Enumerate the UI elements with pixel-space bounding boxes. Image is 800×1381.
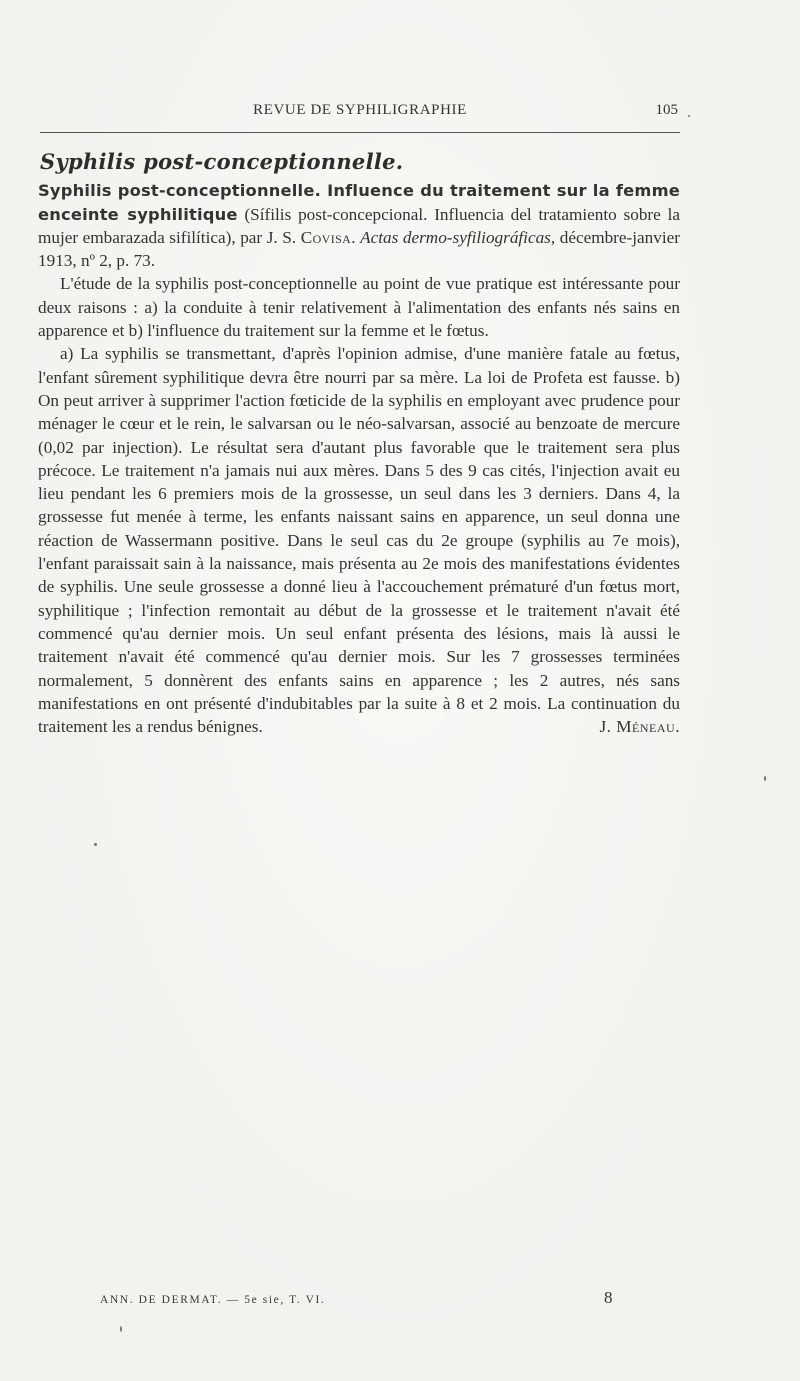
paper-speck	[764, 776, 766, 781]
page-number: 105	[655, 102, 678, 118]
paper-speck	[688, 115, 690, 117]
section-title: Syphilis post-conceptionnelle.	[40, 149, 404, 174]
citation-author: Covisa	[300, 227, 352, 247]
citation-spanish: (Sífilis post-concepcional. Influencia del tratamiento sobre la mujer embarazada sifilítica), par J. S.	[38, 204, 680, 247]
article-headline: Syphilis post-conceptionnelle. Influence du traitement sur la femme enceinte syphilitique	[38, 181, 680, 224]
paper-speck	[120, 1326, 122, 1332]
header-rule	[40, 132, 680, 133]
citation-end: , décembre-janvier 1913, nº 2, p. 73.	[38, 227, 680, 271]
running-title: REVUE DE SYPHILIGRAPHIE	[253, 102, 467, 118]
citation-paragraph	[38, 179, 680, 272]
paper-speck	[94, 843, 97, 846]
footer-journal-reference: ANN. DE DERMAT. — 5e sie, T. VI.	[100, 1294, 326, 1306]
article-body	[38, 150, 680, 738]
citation-journal: Actas dermo-syfiliográficas	[360, 227, 551, 247]
running-head	[40, 98, 680, 122]
article-signature: J. Méneau.	[599, 717, 680, 737]
body-paragraph-2	[38, 342, 680, 738]
body-paragraph-2-text: a) La syphilis se transmettant, d'après l'opinion admise, d'une manière fatale au fœtus, l'enfant sûrement syphilitique devra être nourri par sa mère. La loi de Profeta est fausse. b) On peut arriver à supprimer l'action fœticide de la syphilis en employant avec prudence pour ménager le cœur et le rein, le salvarsan ou le néo-salvarsan, associé au benzoate de mercure (0,02 par injection). Le résultat sera d'autant plus favorable que le traitement sera plus précoce. Le traitement n'a jamais nui aux mères. Dans 5 des 9 cas cités, l'injection avait eu lieu pendant les 6 premiers mois de la grossesse, un seul dans les 3 derniers. Dans 4, la grossesse fut menée à terme, les enfants naissant sains en apparence, un seul donna une réaction de Wassermann positive. Dans le seul cas du 2e groupe (syphilis au 7e mois), l'enfant paraissait sain à la naissance, mais présenta au 2e mois des manifestations évidentes de syphilis. Une seule grossesse a donné lieu à l'accouchement prématuré d'un fœtus mort, syphilitique ; l'infection remontait au début de la grossesse et le traitement n'avait été commencé qu'au dernier mois. Un seul enfant présenta des lésions, mais là aussi le traitement n'avait été commencé qu'au dernier mois. Sur les 7 grossesses terminées normalement, 5 donnèrent des enfants sains en apparence ; les 2 autres, nés sans manifestations en ont présenté d'indubitables par la suite à 8 et 2 mois. La continuation du traitement les a rendus bénignes.	[38, 344, 680, 737]
footer-signature-mark: 8	[604, 1288, 613, 1307]
body-paragraph-1: L'étude de la syphilis post-conceptionnelle au point de vue pratique est intéressante pour deux raisons : a) la conduite à tenir relativement à l'alimentation des enfants nés sains en apparence et b) l'influence du traitement sur la femme et le fœtus.	[38, 274, 680, 341]
citation-separator: .	[351, 227, 361, 247]
